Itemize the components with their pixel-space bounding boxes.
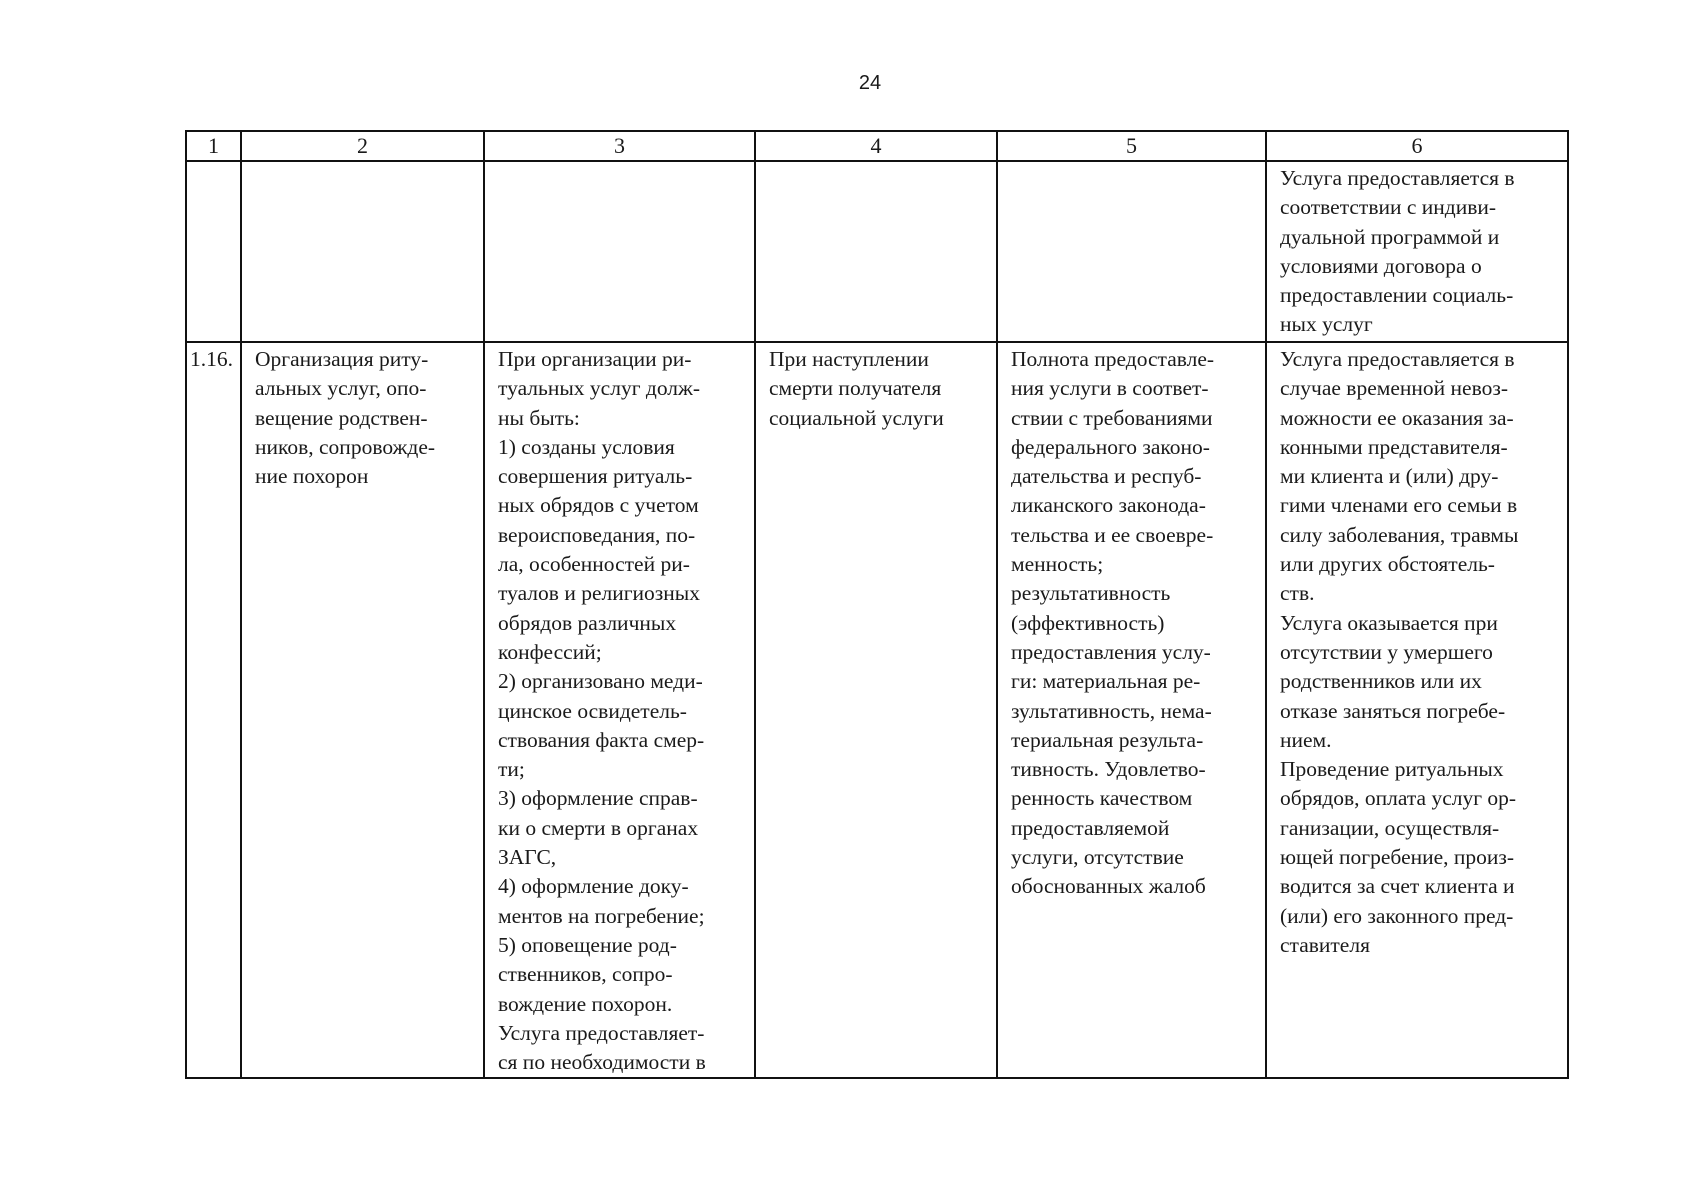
table-row <box>186 342 1568 1078</box>
service-name-cell <box>241 161 484 342</box>
provision-conditions-cell: Услуга предоставляется в случае временной невоз- можности ее оказания за- конными представителя- ми клиента и (или) дру- гими членами его семьи в силу заболевания, травмы или других обстоятель- ств. Услуга оказывается при отсутствии у умершего родственников или их отказе заняться погребе- нием. Проведение ритуальных обрядов, оплата услуг ор- ганизации, осуществля- ющей погребение, произ- водится за счет клиента и (или) его законного пред- ставителя <box>1266 342 1568 1078</box>
service-name-cell: Организация риту- альных услуг, опо- вещение родствен- ников, сопровожде- ние похорон <box>241 342 484 1078</box>
provision-conditions-cell: Услуга предоставляется в соответствии с индиви- дуальной программой и условиями договора о предоставлении социаль- ных услуг <box>1266 161 1568 342</box>
column-header-6: 6 <box>1266 131 1568 161</box>
services-table <box>185 130 1569 1079</box>
page-number: 24 <box>858 72 882 94</box>
column-header-2: 2 <box>241 131 484 161</box>
column-header-4: 4 <box>755 131 997 161</box>
table-row <box>186 161 1568 342</box>
column-header-5: 5 <box>997 131 1266 161</box>
quality-indicators-cell: Полнота предоставле- ния услуги в соответ- ствии с требованиями федерального законо- дательства и респуб- ликанского законода- тельства и ее своевре- менность; результативность (эффективность) предоставления услу- ги: материальная ре- зультативность, нема- териальная результа- тивность. Удовлетво- ренность качеством предоставляемой услуги, отсутствие обоснованных жалоб <box>997 342 1266 1078</box>
service-condition-cell <box>755 161 997 342</box>
column-header-1: 1 <box>186 131 241 161</box>
service-description-cell: При организации ри- туальных услуг долж- ны быть: 1) созданы условия совершения ритуаль- ных обрядов с учетом вероисповедания, по- ла, особенностей ри- туалов и религиозных обрядов различных конфессий; 2) организовано меди- цинское освидетель- ствования факта смер- ти; 3) оформление справ- ки о смерти в органах ЗАГС, 4) оформление доку- ментов на погребение; 5) оповещение род- ственников, сопро- вождение похорон. Услуга предоставляет- ся по необходимости в <box>484 342 755 1078</box>
row-number-cell: 1.16. <box>186 342 241 1078</box>
quality-indicators-cell <box>997 161 1266 342</box>
column-header-3: 3 <box>484 131 755 161</box>
service-description-cell <box>484 161 755 342</box>
service-condition-cell: При наступлении смерти получателя социальной услуги <box>755 342 997 1078</box>
row-number-cell <box>186 161 241 342</box>
table-header-row <box>186 131 1568 161</box>
